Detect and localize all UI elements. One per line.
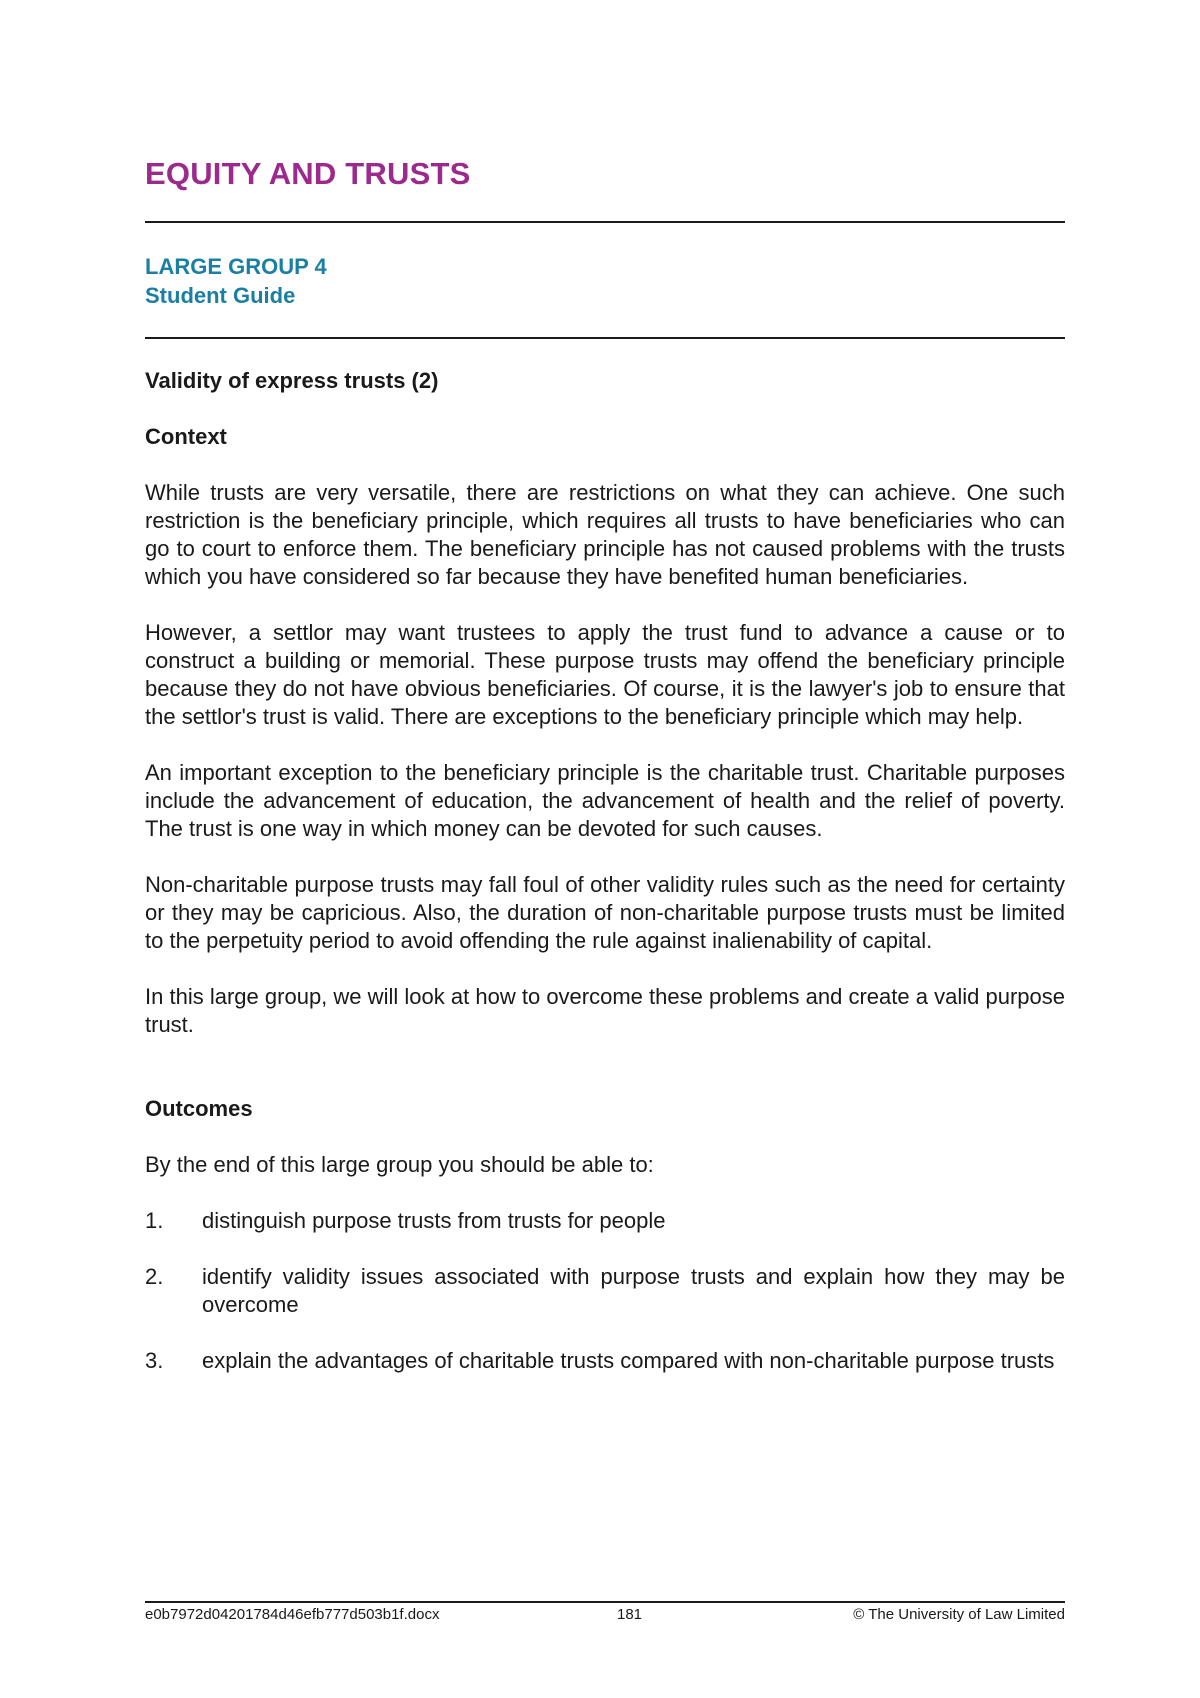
section-spacer (145, 1067, 1065, 1095)
outcome-number: 2. (145, 1264, 164, 1289)
title-divider (145, 221, 1065, 223)
guide-label: Student Guide (145, 283, 296, 308)
footer-page-number: 181 (617, 1606, 643, 1623)
document-title: EQUITY AND TRUSTS (145, 156, 471, 191)
context-paragraph: An important exception to the beneficiary principle is the charitable trust. Charitable purposes include the advancement of education, the advancement of health and the relief of poverty. The trust is one way in which money can be devoted for such causes. (145, 760, 1065, 841)
outcome-item (145, 1263, 1065, 1319)
context-paragraph: Non-charitable purpose trusts may fall foul of other validity rules such as the need for certainty or they may be capricious. Also, the duration of non-charitable purpose trusts must be limited to the perpetuity period to avoid offending the rule against inalienability of capital. (145, 872, 1065, 953)
footer-copyright: © The University of Law Limited (853, 1606, 1065, 1623)
topic-heading: Validity of express trusts (2) (145, 368, 439, 393)
document-page (145, 0, 1065, 1698)
outcome-item (145, 1207, 1065, 1235)
context-paragraph: In this large group, we will look at how to overcome these problems and create a valid purpose trust. (145, 984, 1065, 1037)
outcomes-intro: By the end of this large group you should be able to: (145, 1152, 654, 1177)
context-paragraph: However, a settlor may want trustees to apply the trust fund to advance a cause or to construct a building or memorial. These purpose trusts may offend the beneficiary principle because they do not have obvious beneficiaries. Of course, it is the lawyer's job to ensure that the settlor's trust is valid. There are exceptions to the beneficiary principle which may help. (145, 620, 1065, 729)
outcome-text: identify validity issues associated with purpose trusts and explain how they may be overcome (202, 1264, 1065, 1317)
main-content (145, 367, 1065, 1403)
group-label: LARGE GROUP 4 (145, 254, 327, 279)
subtitle-divider (145, 337, 1065, 339)
outcome-text: explain the advantages of charitable trusts compared with non-charitable purpose trusts (202, 1348, 1055, 1373)
outcomes-heading: Outcomes (145, 1096, 253, 1121)
outcome-number: 3. (145, 1348, 164, 1373)
context-heading: Context (145, 424, 227, 449)
footer-filename: e0b7972d04201784d46efb777d503b1f.docx (145, 1606, 440, 1623)
outcome-text: distinguish purpose trusts from trusts for people (202, 1208, 666, 1233)
page-footer (145, 1606, 1065, 1623)
outcome-number: 1. (145, 1208, 164, 1233)
footer-divider (145, 1601, 1065, 1603)
outcome-item (145, 1347, 1065, 1375)
context-paragraph: While trusts are very versatile, there are restrictions on what they can achieve. One such restriction is the beneficiary principle, which requires all trusts to have beneficiaries who can go to court to enforce them. The beneficiary principle has not caused problems with the trusts which you have considered so far because they have benefited human beneficiaries. (145, 480, 1065, 589)
subtitle-block (145, 252, 327, 310)
